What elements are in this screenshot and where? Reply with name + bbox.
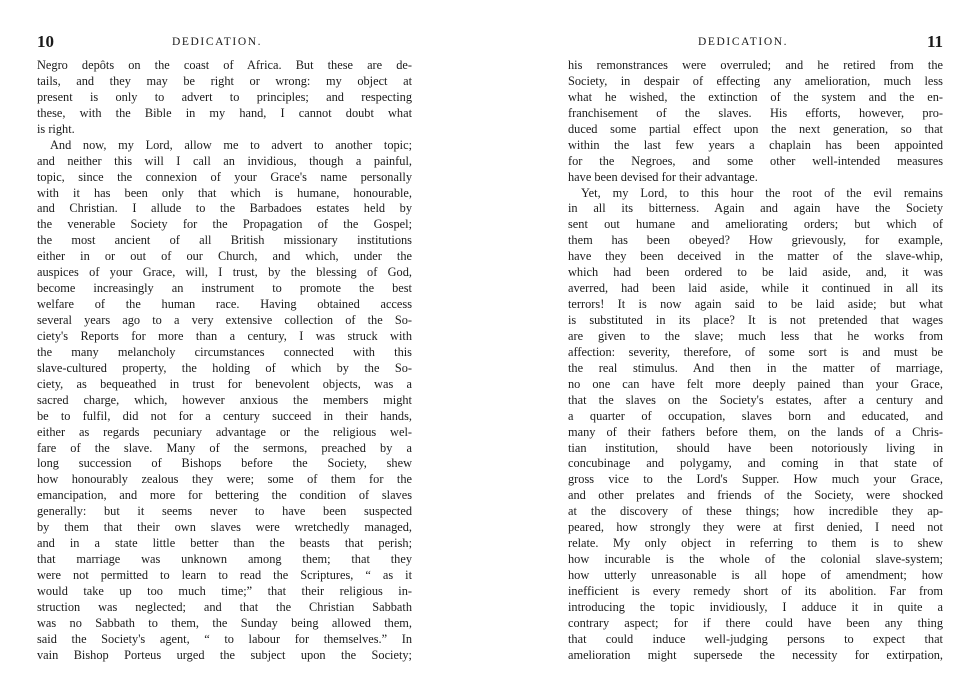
text-line: averred, had been laid aside, while it continued in all its <box>568 281 943 296</box>
text-line: by them that their own slaves were wretchedly managed, <box>37 520 412 535</box>
text-line: no one can have felt more deeply pained than your Grace, <box>568 376 943 391</box>
text-line: said the Society's agent, “ to labour for themselves.” In <box>37 631 412 646</box>
text-line: either in or out of our Church, and which, under the <box>37 249 412 264</box>
text-line: duced some partial effect upon the next generation, so that <box>568 121 943 136</box>
text-line: that could induce well-judging persons to expect that <box>568 631 943 646</box>
left-running-head <box>37 32 412 58</box>
text-line: be to fulfil, did not for a century succeed in their hands, <box>37 408 412 423</box>
text-line: and Christian. I allude to the Barbadoes estates held by <box>37 201 412 216</box>
text-line: within the last few years a chaplain has been appointed <box>568 137 943 152</box>
text-line: how incurable is the whole of the colonial slave-system; <box>568 552 943 567</box>
text-line: and neither this will I call an invidious, though a painful, <box>37 153 412 168</box>
text-line: inefficient is every remedy short of its abolition. Far from <box>568 583 943 598</box>
text-line: concubinage and polygamy, and coming in that state of <box>568 456 943 471</box>
text-line: are given to the slave; much less that he works from <box>568 328 943 343</box>
text-line: emancipation, and more for bettering the condition of slaves <box>37 488 412 503</box>
text-line: that marriage was unknown among them; that they <box>37 552 412 567</box>
text-line: and other prelates and friends of the Society, were shocked <box>568 488 943 503</box>
text-line: contrary aspect; for if there could have been any thing <box>568 615 943 630</box>
text-line: have they been deceived in the matter of the slave-whip, <box>568 249 943 264</box>
text-line: fare of the slave. Many of the sermons, preached by a <box>37 440 412 455</box>
text-line: which had been ordered to be laid aside, and, it was <box>568 265 943 280</box>
text-line: have been devised for their advantage. <box>568 169 758 184</box>
text-line: And now, my Lord, allow me to advert to another topic; <box>50 137 412 152</box>
left-page-number: 10 <box>37 32 54 51</box>
text-line: relate. My only object in referring to them is to shew <box>568 536 943 551</box>
text-line: generally: but it seems never to have been suspected <box>37 504 412 519</box>
text-line: sacred charge, which, however anxious the members might <box>37 392 412 407</box>
text-line: in all its bitterness. Again and again have the Society <box>568 201 943 216</box>
text-line: that the slaves on the Society's estates, after a century and <box>568 392 943 407</box>
left-running-title: DEDICATION. <box>172 36 263 48</box>
left-body-text <box>37 58 412 664</box>
text-line: Society, in despair of effecting any amelioration, much less <box>568 73 943 88</box>
text-line: vain Bishop Porteus urged the subject upon the Society; <box>37 647 412 662</box>
text-line: either as regards pecuniary advantage or the religious wel- <box>37 424 412 439</box>
text-line: how honourably zealous they were; some of them for the <box>37 472 412 487</box>
text-line: and in a state little better than the beasts that perish; <box>37 536 412 551</box>
text-line: welfare of the human race. Having obtained access <box>37 297 412 312</box>
text-line: how utterly unreasonable is all hope of amendment; how <box>568 568 943 582</box>
text-line: long succession of Bishops before the Society, shew <box>37 456 412 471</box>
text-line: for the Negroes, and some other well-intended measures <box>568 153 943 168</box>
text-line: amelioration might supersede the necessity for extirpation, <box>568 647 943 662</box>
right-page <box>490 0 980 699</box>
text-line: were not permitted to learn to read the Scriptures, “ as it <box>37 568 412 582</box>
text-line: is right. <box>37 121 75 136</box>
text-line: the real stimulus. And then in the matter of marriage, <box>568 360 943 375</box>
text-line: ciety, as bequeathed in trust for benevolent objects, was a <box>37 376 412 391</box>
text-line: peared, how strongly they were at first denied, I need not <box>568 520 943 535</box>
text-line: the venerable Society for the Propagation of the Gospel; <box>37 217 412 232</box>
text-line: affection: severity, therefore, of some sort is and must be <box>568 344 943 359</box>
text-line: the many melancholy circumstances connected with this <box>37 344 412 359</box>
right-body-text <box>568 58 943 664</box>
text-line: the most ancient of all British missionary institutions <box>37 233 412 248</box>
text-line: auspices of your Grace, will, I trust, by the blessing of God, <box>37 265 412 280</box>
right-running-title: DEDICATION. <box>698 36 789 48</box>
text-line: what he wished, the extinction of the system and the en- <box>568 89 943 104</box>
text-line: present is only to advert to principles; and respecting <box>37 89 412 104</box>
text-line: his remonstrances were overruled; and he retired from the <box>568 58 943 72</box>
text-line: Yet, my Lord, to this hour the root of the evil remains <box>581 185 943 200</box>
text-line: these, with the Bible in my hand, I cannot doubt what <box>37 105 412 120</box>
text-line: several years ago to a very extensive collection of the So- <box>37 313 412 327</box>
text-line: was no Sabbath to them, the Sunday being allowed them, <box>37 615 412 630</box>
text-line: slave-cultured property, the holding of which by the So- <box>37 360 412 375</box>
text-line: tian institution, should have been notoriously living in <box>568 440 943 455</box>
text-line: Negro depôts on the coast of Africa. But these are de- <box>37 58 412 72</box>
text-line: terrors! It is now again said to be laid aside; but what <box>568 297 943 312</box>
text-line: struction was neglected; and that the Christian Sabbath <box>37 599 412 614</box>
text-line: introducing the topic invidiously, I adduce it in quite a <box>568 599 943 614</box>
text-line: many of their fathers before them, on the lands of a Chris- <box>568 424 943 439</box>
text-line: ciety's Reports for more than a century, I was struck with <box>37 328 412 343</box>
text-line: with it has been only that which is humane, honourable, <box>37 185 412 200</box>
text-line: sent out humane and ameliorating orders; but which of <box>568 217 943 232</box>
text-line: them has been obeyed? How grievously, for example, <box>568 233 943 248</box>
right-running-head <box>568 32 943 58</box>
text-line: a quarter of occupation, slaves born and educated, and <box>568 408 943 423</box>
text-line: at the discovery of these things; how incredible they ap- <box>568 504 943 519</box>
text-line: franchisement of the slaves. His efforts, however, pro- <box>568 105 943 120</box>
text-line: become increasingly an instrument to promote the best <box>37 281 412 296</box>
text-line: gross vice to the Lord's Supper. How much your Grace, <box>568 472 943 487</box>
text-line: topic, since the connexion of your Grace's name personally <box>37 169 412 184</box>
text-line: tails, and they may be right or wrong: my object at <box>37 73 412 88</box>
right-page-number: 11 <box>926 32 943 51</box>
text-line: would take up too much time;” that their religious in- <box>37 583 412 598</box>
text-line: is substituted in its place? It is not pretended that wages <box>568 313 943 327</box>
